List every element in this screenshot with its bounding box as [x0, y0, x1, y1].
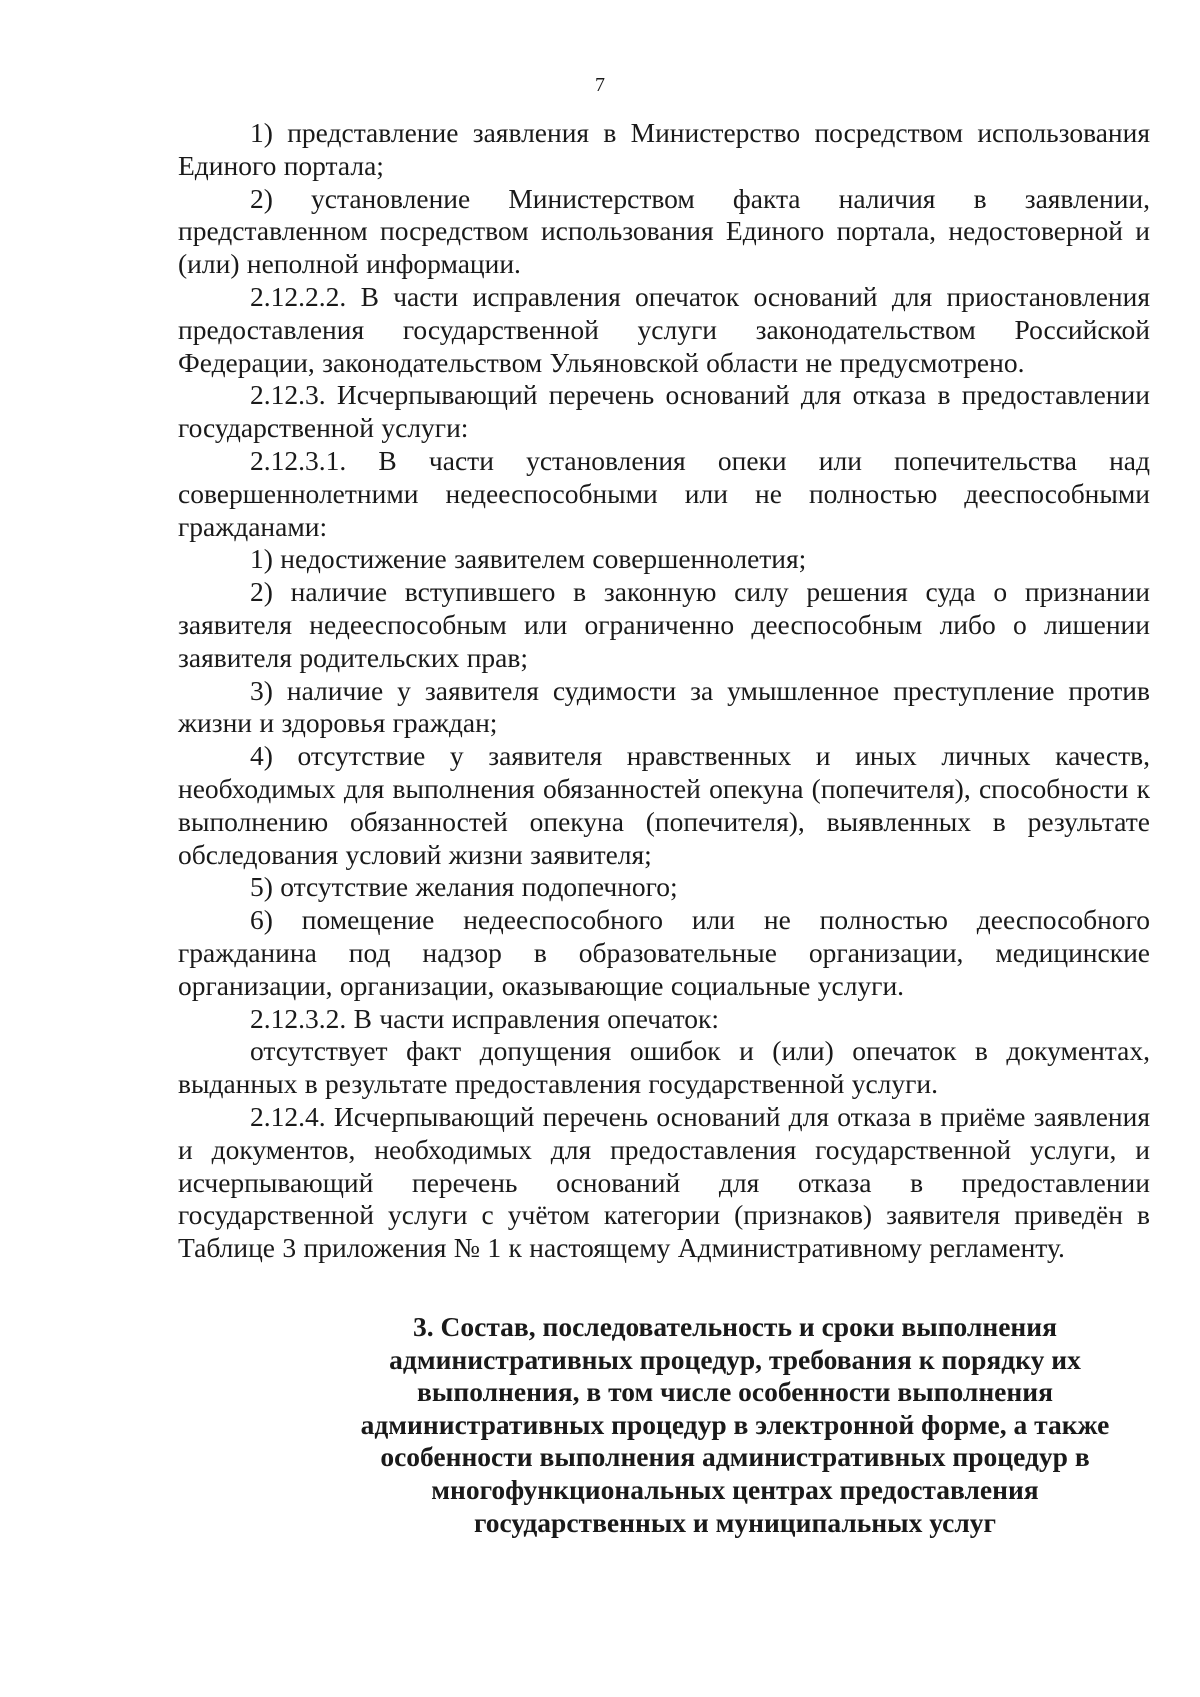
heading-line: выполнения, в том числе особенности выполнения [417, 1376, 1053, 1408]
paragraph: отсутствует факт допущения ошибок и (или) опечаток в документах, выданных в результате предоставления государственной услуги. [178, 1035, 1150, 1100]
paragraph: 6) помещение недееспособного или не полностью дееспособного гражданина под надзор в образовательные организации, медицинские организации, организации, оказывающие социальные услуги. [178, 904, 1150, 1001]
heading-line: государственных и муниципальных услуг [473, 1506, 997, 1538]
paragraph: 2) установление Министерством факта наличия в заявлении, представленном посредством использования Единого портала, недостоверной и (или) неполной информации. [178, 182, 1150, 280]
body-text [178, 117, 1150, 1265]
paragraph: 1) представление заявления в Министерство посредством использования Единого портала; [178, 117, 1150, 181]
paragraph: 2.12.3.1. В части установления опеки или попечительства над совершеннолетними недееспособными или не полностью дееспособными гражданами: [178, 444, 1150, 542]
page-number: 7 [595, 74, 605, 96]
heading-line: административных процедур, требования к порядку их [389, 1343, 1081, 1375]
heading-line: 3. Состав, последовательность и сроки выполнения [413, 1311, 1057, 1342]
paragraph: 2.12.3. Исчерпывающий перечень оснований для отказа в предоставлении государственной услуги: [178, 379, 1150, 444]
paragraph: 4) отсутствие у заявителя нравственных и иных личных качеств, необходимых для выполнения обязанностей опекуна (попечителя), способности к выполнению обязанностей опекуна (попечителя), выявленных в результате обследования условий жизни заявителя; [178, 740, 1150, 870]
heading-line: многофункциональных центрах предоставления [431, 1473, 1039, 1505]
paragraph: 1) недостижение заявителем совершеннолетия; [250, 543, 807, 575]
heading-line: особенности выполнения административных процедур в [380, 1441, 1090, 1473]
paragraph: 2.12.3.2. В части исправления опечаток: [250, 1002, 720, 1034]
paragraph: 2.12.4. Исчерпывающий перечень оснований для отказа в приёме заявления и документов, необходимых для предоставления государственной услуги, и исчерпывающий перечень оснований для отказа в предоставлении государственной услуги с учётом категории (признаков) заявителя приведён в Таблице 3 приложения № 1 к настоящему Административному регламенту. [178, 1100, 1150, 1264]
heading-line: административных процедур в электронной форме, а также [360, 1408, 1110, 1440]
paragraph: 2.12.2.2. В части исправления опечаток оснований для приостановления предоставления государственной услуги законодательством Российской Федерации, законодательством Ульяновской области не предусмотрено. [178, 280, 1150, 378]
paragraph: 3) наличие у заявителя судимости за умышленное преступление против жизни и здоровья граждан; [178, 674, 1150, 739]
section-heading [355, 1311, 1115, 1539]
paragraph: 5) отсутствие желания подопечного; [250, 871, 678, 903]
paragraph: 2) наличие вступившего в законную силу решения суда о признании заявителя недееспособным или ограниченно дееспособным либо о лишении заявителя родительских прав; [178, 576, 1150, 673]
